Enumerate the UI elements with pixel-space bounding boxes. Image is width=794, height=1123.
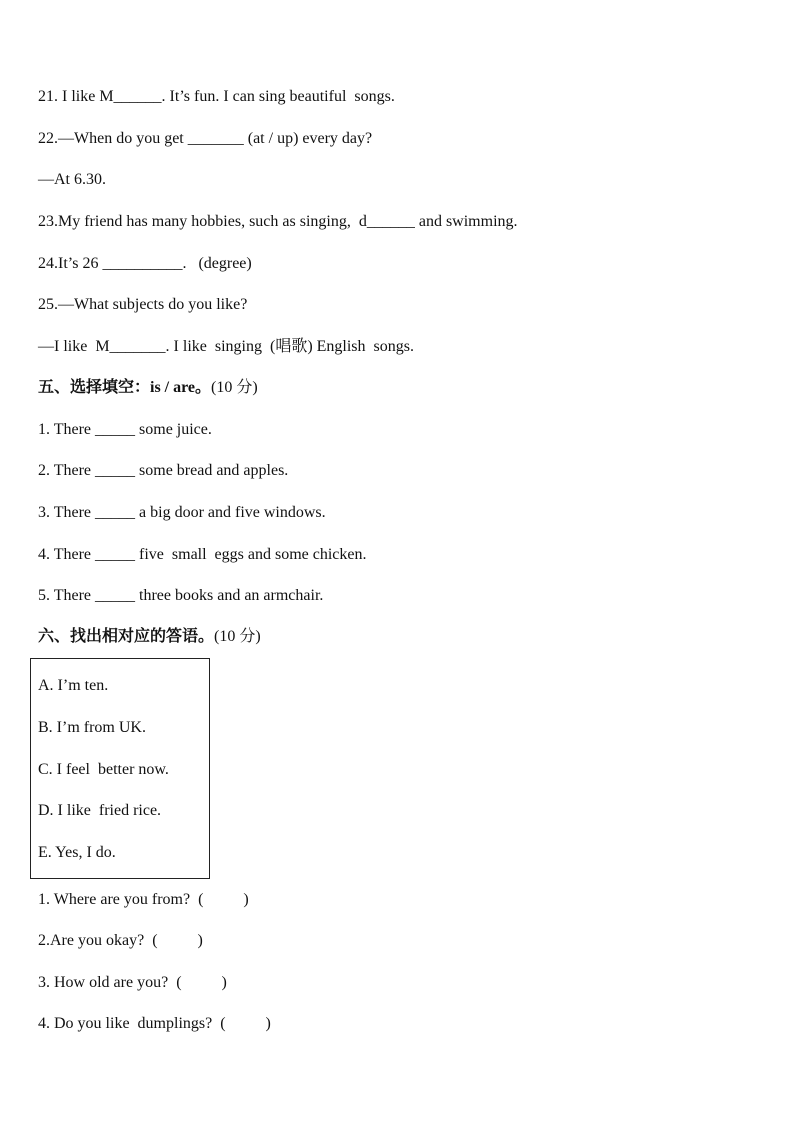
section-5-score: (10 分) <box>211 379 258 396</box>
section-6-heading <box>38 627 261 647</box>
option-b: B. I’m from UK. <box>38 719 146 736</box>
section-6-question-3: 3. How old are you? ( ) <box>38 974 227 991</box>
section-6-title: 六、找出相对应的答语。 <box>38 628 215 645</box>
option-a: A. I’m ten. <box>38 677 109 694</box>
question-21: 21. I like M______. It’s fun. I can sing beautiful songs. <box>38 88 395 105</box>
section-5-item-2: 2. There _____ some bread and apples. <box>38 462 289 479</box>
question-25: 25.—What subjects do you like? <box>38 296 248 313</box>
section-6-question-2: 2.Are you okay? ( ) <box>38 932 203 949</box>
section-6-question-1: 1. Where are you from? ( ) <box>38 891 249 908</box>
question-23: 23.My friend has many hobbies, such as singing, d______ and swimming. <box>38 213 518 230</box>
section-6-score: (10 分) <box>214 628 261 645</box>
section-5-title: 五、选择填空：is / are。 <box>38 379 212 396</box>
section-5-item-3: 3. There _____ a big door and five windows. <box>38 504 326 521</box>
question-25-answer: —I like M_______. I like singing (唱歌) English songs. <box>38 338 414 355</box>
answer-options-box <box>30 658 210 879</box>
section-5-item-5: 5. There _____ three books and an armchair. <box>38 587 324 604</box>
question-24: 24.It’s 26 __________. (degree) <box>38 255 252 272</box>
option-c: C. I feel better now. <box>38 761 169 778</box>
question-22-answer: —At 6.30. <box>38 171 106 188</box>
option-d: D. I like fried rice. <box>38 802 162 819</box>
section-5-heading <box>38 378 258 398</box>
section-5-item-4: 4. There _____ five small eggs and some chicken. <box>38 546 367 563</box>
question-22: 22.—When do you get _______ (at / up) every day? <box>38 130 373 147</box>
section-6-question-4: 4. Do you like dumplings? ( ) <box>38 1015 271 1032</box>
section-5-item-1: 1. There _____ some juice. <box>38 421 212 438</box>
option-e: E. Yes, I do. <box>38 844 116 861</box>
